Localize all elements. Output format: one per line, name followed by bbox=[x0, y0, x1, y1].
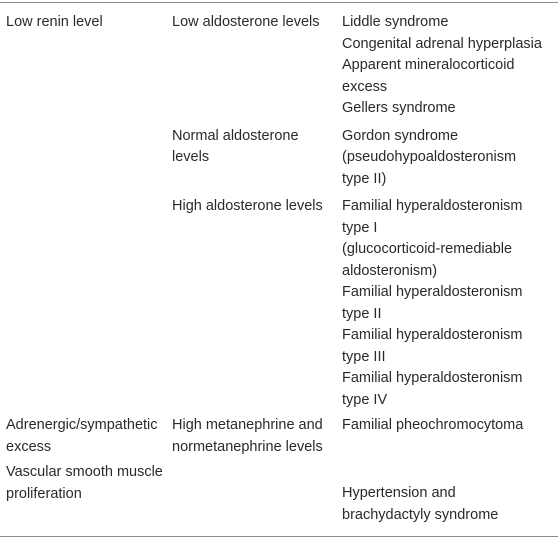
table-row bbox=[0, 411, 558, 458]
cell-line: Familial hyperaldosteronism bbox=[342, 370, 523, 386]
syndrome-cell bbox=[338, 415, 558, 437]
cell-line: Familial hyperaldosteronism bbox=[342, 284, 523, 300]
cell-line: Gordon syndrome bbox=[342, 127, 459, 144]
cell-line: Normal aldosterone bbox=[172, 127, 299, 144]
cell-line: Liddle syndrome bbox=[342, 14, 449, 30]
syndrome-cell bbox=[338, 126, 558, 191]
cell-line: Adrenergic/sympathetic bbox=[6, 417, 158, 433]
cell-line: Low aldosterone levels bbox=[172, 14, 320, 30]
cell-line: (glucocorticoid-remediable bbox=[342, 241, 513, 257]
cell-line: type III bbox=[342, 348, 386, 365]
table-row bbox=[0, 458, 558, 536]
cell-line: type II) bbox=[342, 170, 387, 187]
marker-cell bbox=[170, 415, 338, 458]
cell-line: normetanephrine levels bbox=[172, 438, 323, 455]
syndrome-cell bbox=[338, 196, 558, 411]
marker-cell bbox=[170, 126, 338, 169]
cell-line: Hypertension and bbox=[342, 485, 456, 501]
cell-line: type I bbox=[342, 219, 378, 236]
cell-line: Gellers syndrome bbox=[342, 100, 456, 116]
marker-cell bbox=[170, 196, 338, 218]
cell-line: type II bbox=[342, 305, 382, 322]
cell-line: levels bbox=[172, 149, 210, 165]
table-row bbox=[0, 120, 558, 191]
cause-cell bbox=[0, 415, 170, 458]
cell-line: brachydactyly syndrome bbox=[342, 506, 499, 523]
syndrome-cell bbox=[338, 462, 558, 526]
cell-line: type IV bbox=[342, 391, 388, 408]
table-row bbox=[0, 190, 558, 411]
cause-cell bbox=[0, 462, 170, 505]
cause-cell bbox=[0, 12, 170, 34]
cell-line: Apparent mineralocorticoid bbox=[342, 57, 515, 73]
cell-line: Familial pheochromocytoma bbox=[342, 417, 524, 433]
cell-line: excess bbox=[6, 438, 52, 455]
cell-line: Low renin level bbox=[6, 14, 103, 30]
cell-line: High aldosterone levels bbox=[172, 198, 323, 214]
marker-cell bbox=[170, 12, 338, 34]
cell-line: Vascular smooth muscle bbox=[6, 464, 163, 480]
table-row bbox=[0, 3, 558, 120]
causes-table bbox=[0, 2, 558, 537]
cell-line: proliferation bbox=[6, 485, 82, 502]
cell-line: (pseudohypoaldosteronism bbox=[342, 149, 517, 165]
syndrome-cell bbox=[338, 12, 558, 120]
cell-line: Congenital adrenal hyperplasia bbox=[342, 35, 542, 52]
cell-line: Familial hyperaldosteronism bbox=[342, 198, 523, 214]
cell-line: excess bbox=[342, 78, 388, 95]
cell-line: Familial hyperaldosteronism bbox=[342, 327, 523, 343]
cell-line: High metanephrine and bbox=[172, 417, 323, 433]
cell-line: aldosteronism) bbox=[342, 262, 438, 279]
